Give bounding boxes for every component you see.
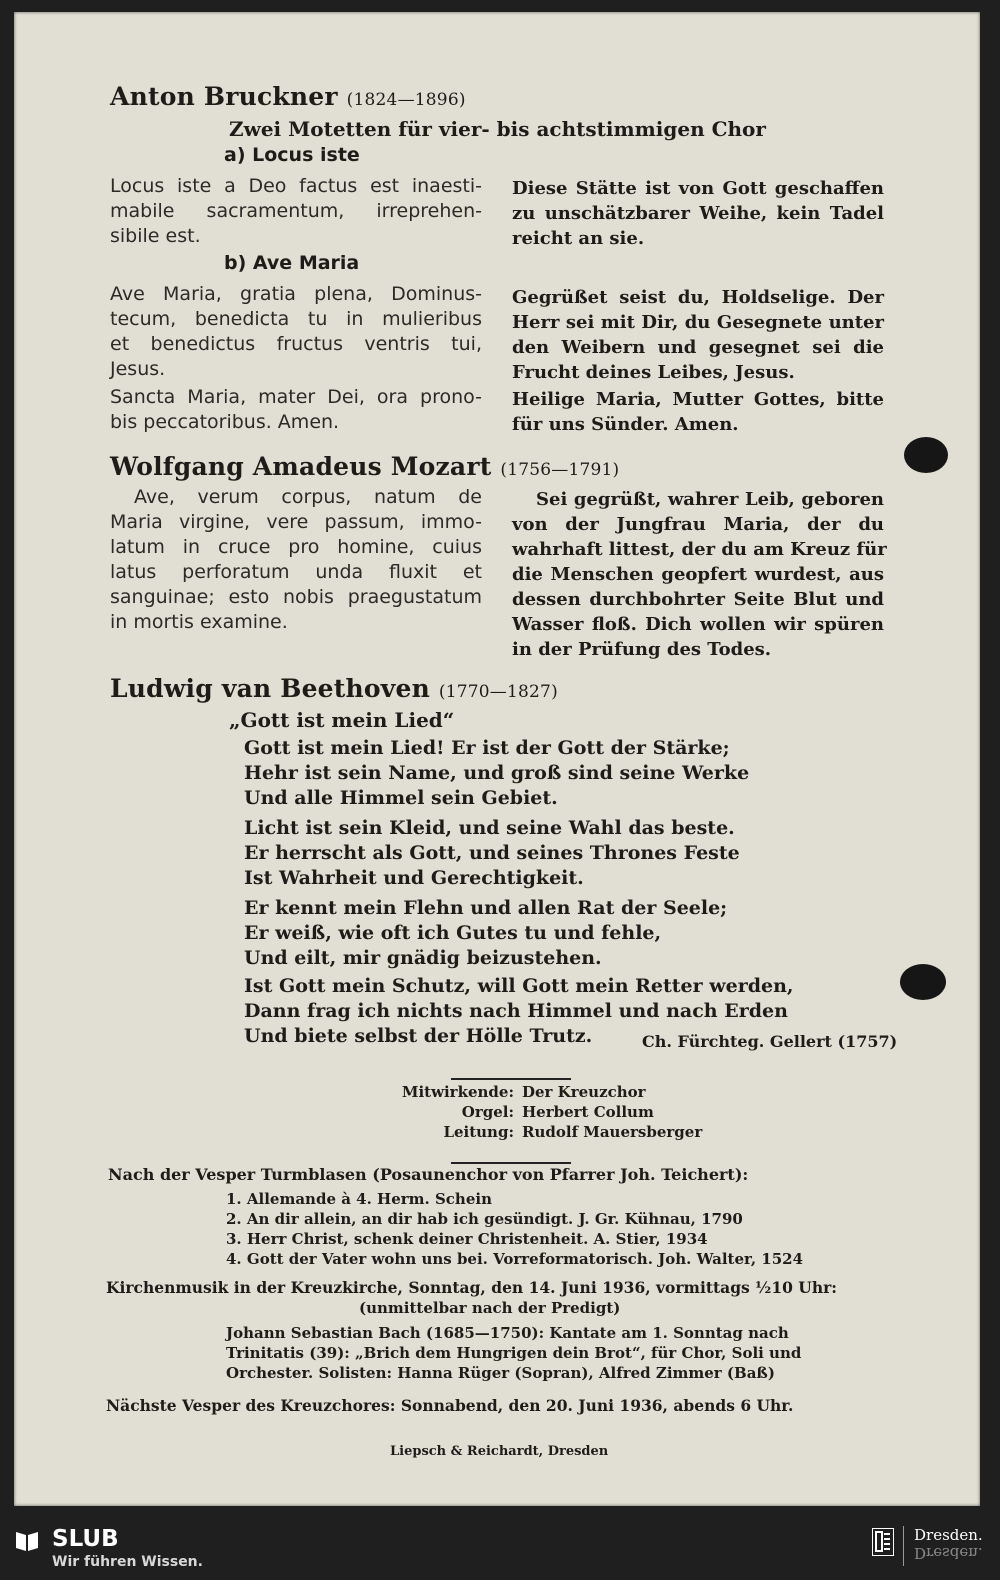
locus-iste-german [512,176,884,251]
poem-line: Und biete selbst der Hölle Trutz. [244,1025,593,1047]
text-line: latum in cruce pro homine, cuius [110,536,482,558]
mozart-heading [110,452,619,481]
divider [903,1526,904,1566]
text-line: Diese Stätte ist von Gott geschaffen [512,178,884,199]
text-line: Heilige Maria, Mutter Gottes, bitte [512,389,884,410]
text-line: für uns Sünder. Amen. [512,414,739,435]
divider [451,1078,571,1080]
text-line: den Weibern und gesegnet sei die [512,337,884,358]
next-vesper: Nächste Vesper des Kreuzchores: Sonnabend, den 20. Juni 1936, abends 6 Uhr. [106,1396,794,1415]
poem-line: Er kennt mein Flehn und allen Rat der Seele; [244,897,728,919]
composer-name: Anton Bruckner [110,82,338,111]
locus-iste-title: a) Locus iste [224,144,360,166]
city-logo[interactable]: Dresden. [914,1526,983,1544]
text-line: sibile est. [110,225,201,247]
text-line: Wasser floß. Dich wollen wir spüren [512,614,884,635]
text-line: von der Jungfrau Maria, der du [512,514,884,535]
turmblasen-item: 4. Gott der Vater wohn uns bei. Vorreformatorisch. Joh. Walter, 1524 [226,1250,804,1268]
ave-maria-german-2 [512,387,884,437]
turmblasen-item: 3. Herr Christ, schenk deiner Christenheit. A. Stier, 1934 [226,1230,708,1248]
text-line: mabile sacramentum, irreprehen- [110,200,482,222]
turmblasen-item: 1. Allemande à 4. Herm. Schein [226,1190,492,1208]
poem-line: Ist Gott mein Schutz, will Gott mein Retter werden, [244,975,794,997]
poem-line: Und alle Himmel sein Gebiet. [244,787,558,809]
text-line: bis peccatoribus. Amen. [110,411,340,433]
poem-line: Und eilt, mir gnädig beizustehen. [244,947,602,969]
credit-label: Mitwirkende: [401,1083,514,1101]
ave-verum-german [512,487,887,662]
poem-line: Licht ist sein Kleid, und seine Wahl das beste. [244,817,735,839]
ave-verum-latin [110,485,482,635]
punch-hole-mark [904,437,948,473]
turmblasen-heading: Nach der Vesper Turmblasen (Posaunenchor von Pfarrer Joh. Teichert): [108,1165,749,1184]
library-tagline: Wir führen Wissen. [52,1554,203,1570]
locus-iste-latin [110,174,482,249]
text-line: dessen durchbohrter Seite Blut und [512,589,884,610]
kirchenmusik-note: (unmittelbar nach der Predigt) [359,1299,621,1317]
punch-hole-mark [900,964,946,1000]
text-line: Sei gegrüßt, wahrer Leib, geboren [536,489,884,510]
text-line: et benedictus fructus ventris tui, [110,333,482,355]
composer-name: Wolfgang Amadeus Mozart [110,452,492,481]
composer-dates: (1824—1896) [346,90,466,110]
kirchenmusik-heading: Kirchenmusik in der Kreuzkirche, Sonntag, den 14. Juni 1936, vormittags ½10 Uhr: [106,1278,837,1297]
credit-value: Herbert Collum [522,1103,654,1121]
poem-line: Hehr ist sein Name, und groß sind seine Werke [244,762,750,784]
ave-maria-german [512,285,884,385]
poem-stanza-1 [244,736,749,811]
text-line: reicht an sie. [512,228,645,249]
composer-dates: (1770—1827) [438,682,558,702]
poem-stanza-3 [244,896,727,971]
city-crest-icon [872,1528,894,1556]
text-line: in der Prüfung des Todes. [512,639,772,660]
text-line: zu unschätzbarer Weihe, kein Tadel [512,203,884,224]
text-line: Sancta Maria, mater Dei, ora prono- [110,386,482,408]
text-line: in mortis examine. [110,611,288,633]
poem-line: Er herrscht als Gott, und seines Thrones Feste [244,842,740,864]
composer-dates: (1756—1791) [500,460,620,480]
text-line: Frucht deines Leibes, Jesus. [512,362,795,383]
song-title: „Gott ist mein Lied“ [229,708,455,732]
text-line: wahrhaft littest, der du am Kreuz für [512,539,887,560]
text-line: Gegrüßet seist du, Holdselige. Der [512,287,884,308]
text-line: Ave, verum corpus, natum de [134,486,482,508]
text-line: Herr sei mit Dir, du Gesegnete unter [512,312,884,333]
poem-author: Ch. Fürchteg. Gellert (1757) [642,1032,898,1051]
text-line: die Menschen geopfert wurdest, aus [512,564,884,585]
bach-line: Trinitatis (39): „Brich dem Hungrigen dein Brot“, für Chor, Soli und [226,1344,802,1362]
text-line: latus perforatum unda fluxit et [110,561,482,583]
text-line: tecum, benedicta tu in mulieribus [110,308,482,330]
bach-line: Orchester. Solisten: Hanna Rüger (Sopran), Alfred Zimmer (Baß) [226,1364,775,1382]
text-line: Maria virgine, vere passum, immo- [110,511,482,533]
composer-name: Ludwig van Beethoven [110,674,430,703]
ave-maria-title: b) Ave Maria [224,252,360,274]
bruckner-heading [110,82,466,111]
text-line: Jesus. [110,358,166,380]
poem-line: Ist Wahrheit und Gerechtigkeit. [244,867,584,889]
divider [451,1162,571,1164]
credit-value: Der Kreuzchor [522,1083,646,1101]
poem-line: Dann frag ich nichts nach Himmel und nach Erden [244,1000,788,1022]
credit-label: Leitung: [443,1123,514,1141]
credit-value: Rudolf Mauersberger [522,1123,703,1141]
text-line: sanguinae; esto nobis praegustatum [110,586,482,608]
beethoven-heading [110,674,558,703]
text-line: Locus iste a Deo factus est inaesti- [110,175,482,197]
text-line: Ave Maria, gratia plena, Dominus- [110,283,482,305]
ave-maria-latin [110,282,482,382]
bach-line: Johann Sebastian Bach (1685—1750): Kantate am 1. Sonntag nach [226,1324,789,1342]
credit-label: Orgel: [461,1103,514,1121]
turmblasen-item: 2. An dir allein, an dir hab ich gesündigt. J. Gr. Kühnau, 1790 [226,1210,743,1228]
library-logo[interactable]: SLUB [52,1526,119,1552]
library-footer [0,1518,1000,1580]
bruckner-work-title: Zwei Motetten für vier- bis achtstimmigen Chor [229,117,766,141]
printer-imprint: Liepsch & Reichardt, Dresden [390,1444,609,1459]
program-page [14,12,980,1506]
city-logo-reflection: Dresden. [914,1544,983,1562]
ave-maria-latin-2 [110,385,482,435]
poem-stanza-2 [244,816,740,891]
book-icon [14,1528,40,1554]
poem-line: Er weiß, wie oft ich Gutes tu und fehle, [244,922,662,944]
poem-line: Gott ist mein Lied! Er ist der Gott der Stärke; [244,737,730,759]
